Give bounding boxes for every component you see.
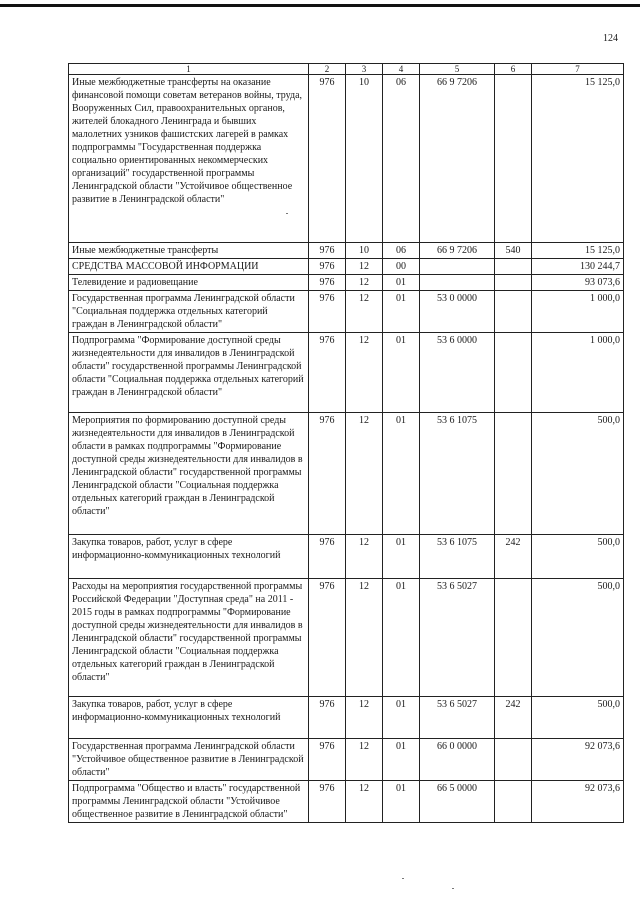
subsection-code: 01 <box>383 333 420 413</box>
ministry-code: 976 <box>309 333 346 413</box>
target-code: 53 6 1075 <box>420 535 495 579</box>
item-name: Подпрограмма "Формирование доступной среды жизнедеятельности для инвалидов в Ленинградской области" государственной программы Ленинградской области "Социальная поддержка отдельных категорий граждан в Ленинградской области" <box>69 333 309 413</box>
ministry-code: 976 <box>309 535 346 579</box>
column-header: 3 <box>346 64 383 75</box>
section-code: 12 <box>346 697 383 739</box>
budget-table <box>68 63 624 823</box>
item-name: СРЕДСТВА МАССОВОЙ ИНФОРМАЦИИ <box>69 259 309 275</box>
target-code: 53 6 5027 <box>420 579 495 697</box>
expense-type-code <box>495 781 532 823</box>
section-code: 12 <box>346 781 383 823</box>
section-code: 12 <box>346 579 383 697</box>
section-code: 12 <box>346 333 383 413</box>
section-code: 12 <box>346 275 383 291</box>
subsection-code: 06 <box>383 75 420 243</box>
table-row <box>69 275 624 291</box>
ministry-code: 976 <box>309 413 346 535</box>
target-code: 66 0 0000 <box>420 739 495 781</box>
amount: 500,0 <box>532 579 624 697</box>
expense-type-code: 242 <box>495 697 532 739</box>
ministry-code: 976 <box>309 291 346 333</box>
amount: 1 000,0 <box>532 291 624 333</box>
table-row <box>69 291 624 333</box>
amount: 500,0 <box>532 413 624 535</box>
item-name: Государственная программа Ленинградской области "Социальная поддержка отдельных категорий граждан в Ленинградской области" <box>69 291 309 333</box>
section-code: 10 <box>346 75 383 243</box>
section-code: 12 <box>346 291 383 333</box>
table-row <box>69 697 624 739</box>
header-row <box>69 64 624 75</box>
ministry-code: 976 <box>309 579 346 697</box>
item-name: Иные межбюджетные трансферты <box>69 243 309 259</box>
table-row <box>69 333 624 413</box>
subsection-code: 01 <box>383 739 420 781</box>
expense-type-code <box>495 75 532 243</box>
item-name: Расходы на мероприятия государственной программы Российской Федерации "Доступная среда" на 2011 - 2015 годы в рамках подпрограммы "Формирование доступной среды жизнедеятельности для инвалидов в Ленинградской области" государственной программы Ленинградской области "Социальная поддержка отдельных категорий граждан в Ленинградской области" <box>69 579 309 697</box>
item-name: Иные межбюджетные трансферты на оказание финансовой помощи советам ветеранов войны, труда, Вооруженных Сил, правоохранительных органов, жителей блокадного Ленинграда и бывших малолетних узников фашистских лагерей в рамках подпрограммы "Государственная поддержка социально ориентированных некоммерческих организаций" государственной программы Ленинградской области "Устойчивое общественное развитие в Ленинградской области" <box>69 75 309 243</box>
ministry-code: 976 <box>309 243 346 259</box>
subsection-code: 00 <box>383 259 420 275</box>
scan-speck <box>286 213 288 214</box>
column-header: 1 <box>69 64 309 75</box>
top-rule <box>0 4 640 7</box>
subsection-code: 01 <box>383 579 420 697</box>
expense-type-code <box>495 413 532 535</box>
amount: 92 073,6 <box>532 781 624 823</box>
target-code: 53 0 0000 <box>420 291 495 333</box>
subsection-code: 01 <box>383 413 420 535</box>
item-name: Государственная программа Ленинградской области "Устойчивое общественное развитие в Ленинградской области" <box>69 739 309 781</box>
item-name: Закупка товаров, работ, услуг в сфере информационно-коммуникационных технологий <box>69 697 309 739</box>
table-row <box>69 259 624 275</box>
expense-type-code <box>495 259 532 275</box>
target-code: 53 6 1075 <box>420 413 495 535</box>
section-code: 10 <box>346 243 383 259</box>
item-name: Мероприятия по формированию доступной среды жизнедеятельности для инвалидов в Ленинградской области в рамках подпрограммы "Формирование доступной среды жизнедеятельности для инвалидов в Ленинградской области" государственной программы Ленинградской области "Социальная поддержка отдельных категорий граждан в Ленинградской области" <box>69 413 309 535</box>
table-row <box>69 413 624 535</box>
subsection-code: 01 <box>383 697 420 739</box>
item-name: Подпрограмма "Общество и власть" государственной программы Ленинградской области "Устойчивое общественное развитие в Ленинградской области" <box>69 781 309 823</box>
table-row <box>69 739 624 781</box>
table-row <box>69 579 624 697</box>
table-row <box>69 781 624 823</box>
section-code: 12 <box>346 413 383 535</box>
page-number: 124 <box>603 33 618 44</box>
expense-type-code <box>495 739 532 781</box>
target-code <box>420 275 495 291</box>
amount: 93 073,6 <box>532 275 624 291</box>
column-header: 5 <box>420 64 495 75</box>
amount: 15 125,0 <box>532 75 624 243</box>
expense-type-code: 242 <box>495 535 532 579</box>
subsection-code: 01 <box>383 781 420 823</box>
subsection-code: 06 <box>383 243 420 259</box>
expense-type-code: 540 <box>495 243 532 259</box>
scan-speck <box>402 878 404 879</box>
target-code: 53 6 5027 <box>420 697 495 739</box>
amount: 500,0 <box>532 535 624 579</box>
target-code <box>420 259 495 275</box>
ministry-code: 976 <box>309 781 346 823</box>
amount: 500,0 <box>532 697 624 739</box>
scan-speck <box>452 888 454 889</box>
amount: 15 125,0 <box>532 243 624 259</box>
table-row <box>69 243 624 259</box>
expense-type-code <box>495 275 532 291</box>
expense-type-code <box>495 333 532 413</box>
table-row <box>69 535 624 579</box>
target-code: 66 9 7206 <box>420 243 495 259</box>
target-code: 53 6 0000 <box>420 333 495 413</box>
column-header: 2 <box>309 64 346 75</box>
expense-type-code <box>495 579 532 697</box>
ministry-code: 976 <box>309 697 346 739</box>
subsection-code: 01 <box>383 291 420 333</box>
ministry-code: 976 <box>309 75 346 243</box>
amount: 92 073,6 <box>532 739 624 781</box>
ministry-code: 976 <box>309 275 346 291</box>
ministry-code: 976 <box>309 259 346 275</box>
column-header: 6 <box>495 64 532 75</box>
target-code: 66 9 7206 <box>420 75 495 243</box>
section-code: 12 <box>346 259 383 275</box>
expense-type-code <box>495 291 532 333</box>
section-code: 12 <box>346 535 383 579</box>
item-name: Закупка товаров, работ, услуг в сфере информационно-коммуникационных технологий <box>69 535 309 579</box>
table-row <box>69 75 624 243</box>
item-name: Телевидение и радиовещание <box>69 275 309 291</box>
ministry-code: 976 <box>309 739 346 781</box>
section-code: 12 <box>346 739 383 781</box>
amount: 130 244,7 <box>532 259 624 275</box>
subsection-code: 01 <box>383 275 420 291</box>
column-header: 4 <box>383 64 420 75</box>
amount: 1 000,0 <box>532 333 624 413</box>
target-code: 66 5 0000 <box>420 781 495 823</box>
column-header: 7 <box>532 64 624 75</box>
subsection-code: 01 <box>383 535 420 579</box>
